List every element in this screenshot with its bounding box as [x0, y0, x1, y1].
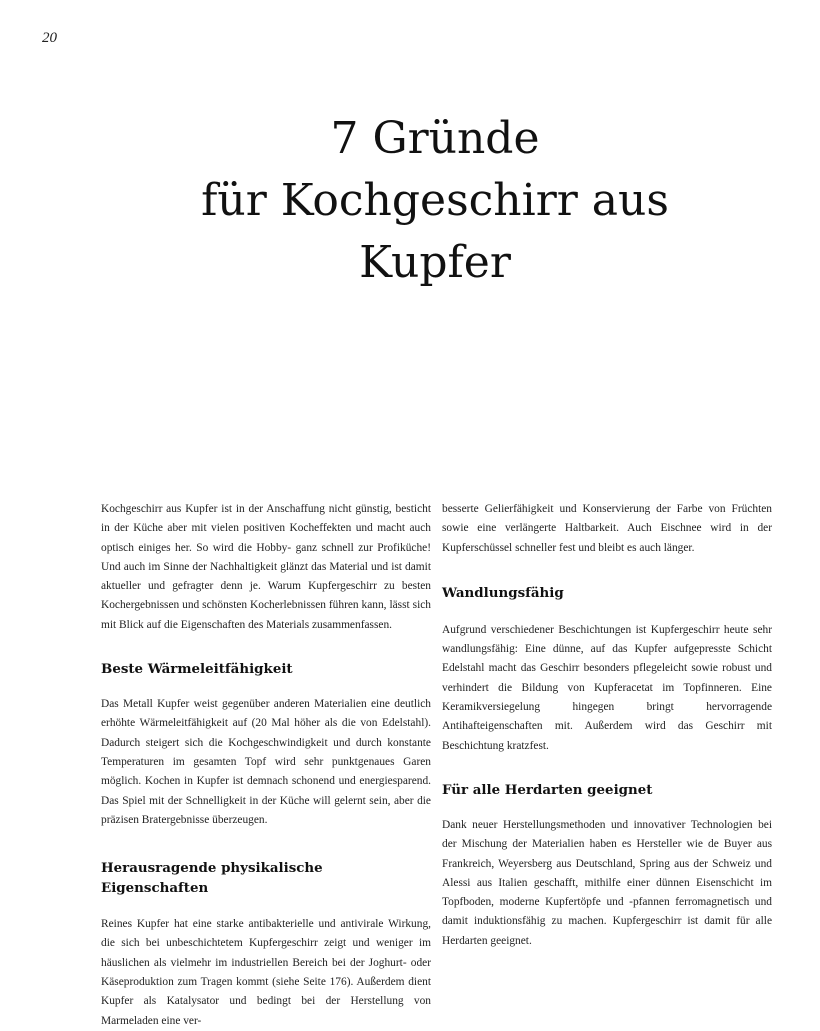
title-line-1: 7 Gründe — [330, 113, 540, 164]
title-line-3: Kupfer — [359, 237, 511, 288]
heading-herdarten: Für alle Herdarten geeignet — [442, 781, 653, 798]
paragraph-herdarten: Dank neuer Herstellungsmethoden und innovativer Technologien bei der Mischung der Materialien haben es Hersteller wie de Buyer aus Frankreich, Weyersberg aus Deutschland, Spring aus der Schweiz und Alessi aus Italien geschafft, mithilfe einer dünnen Eisenschicht im Topfboden, moderne Kupfertöpfe und -pfannen ferromagnetisch und damit induktionsfähig zu machen. Kupfergeschirr ist damit für alle Herdarten geeignet. — [442, 818, 772, 947]
heading-physikalische-eigenschaften: Herausragende physikalische Eigenschaften — [101, 860, 323, 897]
heading-wandlungsfaehig: Wandlungsfähig — [442, 584, 564, 601]
paragraph-waermeleitfaehigkeit: Das Metall Kupfer weist gegenüber anderen Materialien eine deutlich erhöhte Wärmeleitfähigkeit auf (20 Mal höher als die von Edelstahl). Dadurch steigert sich die Kochgeschwindigkeit und durch konstante Temperaturen im gesamten Topf wird sehr punktgenaues Garen möglich. Kochen in Kupfer ist demnach schonend und energiesparend. Das Spiel mit der Schnelligkeit in der Küche will gelernt sein, aber die präzisen Bratergebnisse überzeugen. — [101, 698, 431, 826]
heading-waermeleitfaehigkeit: Beste Wärmeleitfähigkeit — [101, 661, 293, 678]
paragraph-physikalische-eigenschaften: Reines Kupfer hat eine starke antibakterielle und antivirale Wirkung, die sich bei unbeschichtetem Kupfergeschirr zeigt und weniger im häuslichen als vielmehr im industriellen Bereich bei der Joghurt- oder Käseproduktion zum Tragen kommt (siehe Seite 176). Außerdem dient Kupfer als Katalysator und bedingt bei der Herstellung von Marmeladen eine ver- — [101, 918, 431, 1027]
left-text-column — [101, 500, 431, 1031]
continuation-paragraph: besserte Gelierfähigkeit und Konservierung der Farbe von Früchten sowie eine verlängerte Haltbarkeit. Auch Eischnee wird in der Kupferschüssel schneller fest und bleibt es auch länger. — [442, 503, 772, 554]
paragraph-wandlungsfaehig: Aufgrund verschiedener Beschichtungen ist Kupfergeschirr heute sehr wandlungsfähig: Eine dünne, auf das Kupfer aufgepresste Schicht Edelstahl macht das Geschirr besonders pflegeleicht sowie robust und verhindert die Bildung von Kupferacetat im Topfinneren. Eine Keramikversiegelung hingegen bringt hervorragende Antihafteigenschaften mit. Außerdem wird das Geschirr mit Beschichtung kratzfest. — [442, 623, 772, 752]
page-number: 20 — [42, 30, 57, 46]
page-title — [140, 108, 730, 294]
intro-paragraph: Kochgeschirr aus Kupfer ist in der Anschaffung nicht günstig, besticht in der Küche aber mit vielen positiven Kocheffekten und macht auch optisch einiges her. So wird die Hobby- ganz schnell zur Profiküche! Und auch im Sinne der Nachhaltigkeit glänzt das Material und ist damit aktueller und gefragter denn je. Warum Kupfergeschirr zu besten Kochergebnissen und schönsten Kocherlebnissen führen kann, lässt sich mit Blick auf die Eigenschaften des Materials zusammenfassen. — [101, 503, 431, 631]
right-text-column — [442, 500, 772, 951]
title-line-2: für Kochgeschirr aus — [201, 175, 669, 226]
